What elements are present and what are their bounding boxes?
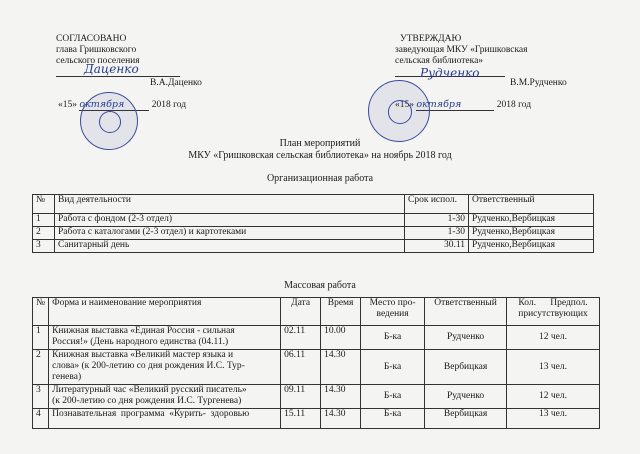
table-row — [33, 350, 600, 385]
row-event-line: слова» (к 200-летию со дня рождения И.С. Тур- — [52, 361, 245, 371]
row-activity: Санитарный день — [55, 240, 405, 253]
row-responsible: Рудченко — [425, 326, 507, 350]
row-count: 13 чел. — [507, 409, 600, 429]
approval-left-line1: глава Гришковского — [56, 45, 137, 55]
row-time: 14.30 — [321, 409, 361, 429]
header-attendance-line2: присутствующих — [518, 309, 588, 319]
row-number: 1 — [33, 326, 49, 350]
row-date: 09.11 — [281, 385, 321, 409]
approval-right-line2: сельская библиотека» — [395, 56, 484, 66]
row-count: 12 чел. — [507, 326, 600, 350]
row-responsible: Рудченко,Вербицкая — [469, 240, 594, 253]
header-activity: Вид деятельности — [55, 195, 405, 214]
header-number: № — [33, 195, 55, 214]
header-time: Время — [321, 298, 361, 326]
mass-work-table — [32, 297, 600, 429]
row-term: 30.11 — [405, 240, 469, 253]
header-number: № — [33, 298, 49, 326]
stamp-seal-right — [368, 80, 430, 142]
approval-right-month: октября — [416, 99, 494, 111]
row-responsible: Вербицкая — [425, 350, 507, 385]
row-time: 14.30 — [321, 350, 361, 385]
row-term: 1-30 — [405, 214, 469, 227]
header-responsible: Ответственный — [425, 298, 507, 326]
approval-left-heading: СОГЛАСОВАНО — [56, 34, 127, 44]
header-place-line2: ведения — [376, 309, 409, 319]
row-number: 2 — [33, 227, 55, 240]
row-event-line: Книжная выставка «Единая Россия - сильная — [52, 326, 235, 336]
approval-right-signer: В.М.Рудченко — [510, 78, 567, 88]
header-attendance-line1: Кол. Предпол. — [518, 298, 588, 308]
row-date: 15.11 — [281, 409, 321, 429]
row-number: 4 — [33, 409, 49, 429]
row-responsible: Рудченко — [425, 385, 507, 409]
row-event — [49, 350, 281, 385]
table-row — [33, 409, 600, 429]
row-date: 02.11 — [281, 326, 321, 350]
header-term: Срок испол. — [405, 195, 469, 214]
plan-title: План мероприятий — [279, 138, 361, 149]
header-attendance — [507, 298, 600, 326]
row-activity: Работа с каталогами (2-3 отдел) и картотеками — [55, 227, 405, 240]
row-number: 3 — [33, 240, 55, 253]
row-count: 13 чел. — [507, 350, 600, 385]
table-row — [33, 214, 594, 227]
row-event-line: Литературный час «Великий русский писатель» — [52, 385, 247, 395]
organizational-work-table — [32, 194, 594, 253]
row-event-line: генева) — [52, 372, 82, 382]
row-responsible: Рудченко,Вербицкая — [469, 227, 594, 240]
approval-right-line1: заведующая МКУ «Гришковская — [395, 45, 528, 55]
header-date: Дата — [281, 298, 321, 326]
row-event-line: Россия!» (День народного единства (04.11.) — [52, 337, 229, 347]
row-place: Б-ка — [361, 326, 425, 350]
row-place: Б-ка — [361, 350, 425, 385]
approval-right-year: 2018 год — [496, 100, 532, 110]
row-event-line: (к 200-летию со дня рождения И.С. Тургенева) — [52, 396, 242, 406]
table-row — [33, 385, 600, 409]
approval-left-day: «15» — [58, 100, 77, 110]
row-event — [49, 326, 281, 350]
approval-right-day: «15» — [395, 100, 414, 110]
section1-title: Организационная работа — [266, 173, 374, 184]
header-place — [361, 298, 425, 326]
header-responsible: Ответственный — [469, 195, 594, 214]
row-number: 1 — [33, 214, 55, 227]
row-event — [49, 385, 281, 409]
row-number: 2 — [33, 350, 49, 385]
table-row — [33, 227, 594, 240]
signature-right: Рудченко — [420, 66, 480, 80]
signature-left: Даценко — [84, 62, 139, 76]
table-row — [33, 240, 594, 253]
section2-title: Массовая работа — [284, 280, 356, 291]
row-time: 10.00 — [321, 326, 361, 350]
row-event: Познавательная программа «Курить- здоровью — [49, 409, 281, 429]
row-time: 14.30 — [321, 385, 361, 409]
row-responsible: Рудченко,Вербицкая — [469, 214, 594, 227]
approval-left-year: 2018 год — [151, 100, 187, 110]
header-event: Форма и наименование мероприятия — [49, 298, 281, 326]
row-date: 06.11 — [281, 350, 321, 385]
row-activity: Работа с фондом (2-3 отдел) — [55, 214, 405, 227]
row-responsible: Вербицкая — [425, 409, 507, 429]
approval-left-month: октября — [79, 99, 149, 111]
approval-left-signer: В.А.Даценко — [150, 78, 202, 88]
row-term: 1-30 — [405, 227, 469, 240]
table-row — [33, 326, 600, 350]
row-place: Б-ка — [361, 385, 425, 409]
table-header-row — [33, 195, 594, 214]
row-event-line: Книжная выставка «Великий мастер языка и — [52, 350, 234, 360]
approval-right-heading: УТВЕРЖДАЮ — [400, 34, 462, 44]
row-count: 12 чел. — [507, 385, 600, 409]
approval-left-line2: сельского поселения — [56, 56, 140, 66]
row-number: 3 — [33, 385, 49, 409]
row-place: Б-ка — [361, 409, 425, 429]
table-header-row — [33, 298, 600, 326]
header-place-line1: Место про- — [369, 298, 416, 308]
plan-subtitle: МКУ «Гришковская сельская библиотека» на ноябрь 2018 год — [188, 150, 452, 161]
